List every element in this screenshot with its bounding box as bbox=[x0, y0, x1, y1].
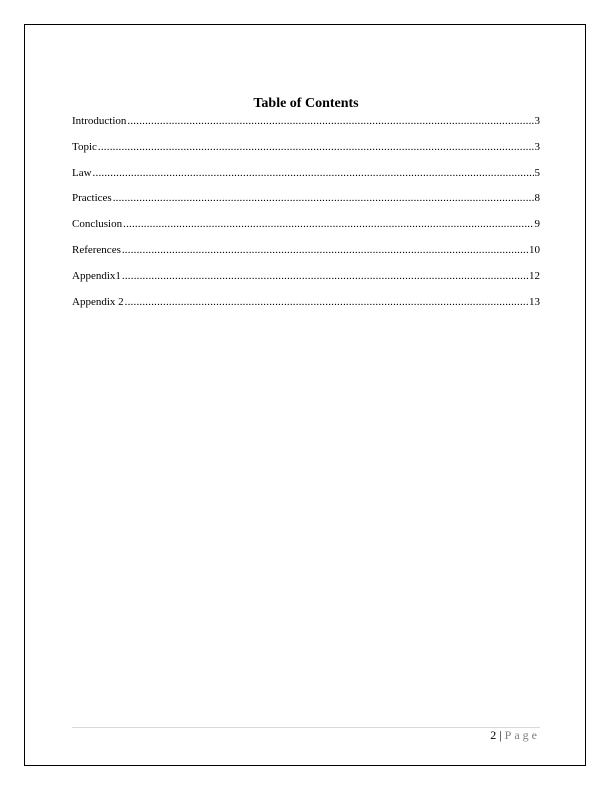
toc-entry-label: Practices bbox=[72, 192, 112, 205]
toc-dot-leader bbox=[113, 191, 534, 205]
toc-entry-conclusion[interactable] bbox=[72, 217, 540, 243]
toc-entry-label: Conclusion bbox=[72, 218, 123, 231]
toc-entry-page: 12 bbox=[529, 269, 540, 282]
toc-dot-leader bbox=[98, 140, 534, 154]
toc-entry-label: Appendix1 bbox=[72, 269, 121, 282]
toc-entry-page: 8 bbox=[534, 192, 540, 205]
toc-dot-leader bbox=[122, 243, 528, 257]
toc-dot-leader bbox=[93, 166, 534, 180]
toc-entry-label: Introduction bbox=[72, 115, 127, 127]
toc-entry-law[interactable] bbox=[72, 166, 540, 192]
toc-dot-leader bbox=[123, 217, 533, 231]
toc-entry-introduction[interactable] bbox=[72, 114, 540, 140]
toc-entry-label: Appendix 2 bbox=[72, 295, 124, 308]
toc-dot-leader bbox=[127, 114, 533, 128]
footer-page-word: Page bbox=[504, 728, 540, 742]
toc-dot-leader bbox=[122, 269, 528, 283]
footer-page-number: 2 bbox=[490, 728, 497, 742]
toc-entry-appendix1[interactable] bbox=[72, 269, 540, 295]
toc-entry-label: Topic bbox=[72, 140, 97, 153]
toc-entry-page: 3 bbox=[534, 140, 540, 153]
toc-entry-page: 5 bbox=[534, 166, 540, 179]
toc-entry-page: 13 bbox=[529, 295, 540, 308]
toc-entry-label: References bbox=[72, 243, 121, 256]
toc-entry-practices[interactable] bbox=[72, 191, 540, 217]
toc-entry-page: 3 bbox=[534, 115, 540, 127]
toc-dot-leader bbox=[125, 295, 528, 309]
toc-entry-label: Law bbox=[72, 166, 92, 179]
toc-entry-page: 9 bbox=[534, 218, 540, 231]
footer-separator: | bbox=[499, 728, 502, 742]
page-footer bbox=[72, 728, 540, 742]
toc-title: Table of Contents bbox=[253, 96, 359, 111]
toc-entry-topic[interactable] bbox=[72, 140, 540, 166]
toc-entry-page: 10 bbox=[529, 243, 540, 256]
toc-entry-references[interactable] bbox=[72, 243, 540, 269]
toc-entry-appendix-2[interactable] bbox=[72, 295, 540, 321]
toc-list bbox=[72, 114, 540, 320]
